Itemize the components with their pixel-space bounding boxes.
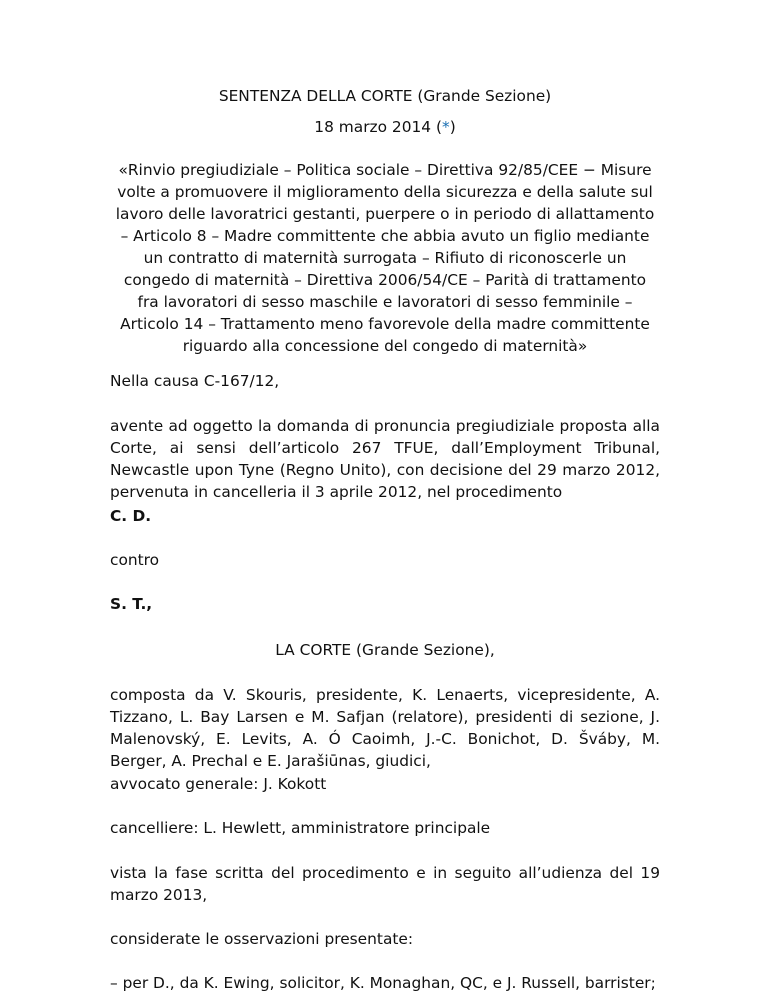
footnote-star-link[interactable]: *	[441, 118, 450, 136]
court-composition: composta da V. Skouris, presidente, K. Lenaerts, vicepresidente, A. Tizzano, L. Bay Larsen e M. Safjan (relatore), presidenti di sezione, J. Malenovský, E. Levits, A. Ó Caoimh, J.-C. Bonichot, D. Šváby, M. Berger, A. Prechal e E. Jarašiūnas, giudici,	[110, 686, 660, 770]
registrar: cancelliere: L. Hewlett, amministratore principale	[110, 819, 491, 837]
party-applicant: C. D.	[110, 507, 152, 525]
party-defendant: S. T.,	[110, 595, 153, 613]
court-heading: LA CORTE (Grande Sezione),	[275, 641, 495, 659]
request-paragraph: avente ad oggetto la domanda di pronuncia pregiudiziale proposta alla Corte, ai sensi dell’articolo 267 TFUE, dall’Employment Tribunal, Newcastle upon Tyne (Regno Unito), con decisione del 29 marzo 2012, pervenuta in cancelleria il 3 aprile 2012, nel procedimento	[110, 417, 660, 501]
procedure-paragraph: vista la fase scritta del procedimento e in seguito all’udienza del 19 marzo 2013,	[110, 864, 660, 904]
judgment-title: SENTENZA DELLA CORTE (Grande Sezione)	[218, 87, 552, 105]
judgment-subject: «Rinvio pregiudiziale – Politica sociale – Direttiva 92/85/CEE − Misure volte a promuovere il miglioramento della sicurezza e della salute sul lavoro delle lavoratrici gestanti, puerpere o in periodo di allattamento – Articolo 8 – Madre committente che abbia avuto un figlio mediante un contratto di maternità surrogata – Rifiuto di riconoscerle un congedo di maternità – Direttiva 2006/54/CE – Parità di trattamento fra lavoratori di sesso maschile e lavoratori di sesso femminile – Articolo 14 – Trattamento meno favorevole della madre committente riguardo alla concessione del congedo di maternità»	[115, 161, 655, 355]
date-close: )	[449, 118, 456, 136]
date-text: 18 marzo 2014 (	[314, 118, 442, 136]
case-number: Nella causa C-167/12,	[110, 372, 280, 390]
observations-intro: considerate le osservazioni presentate:	[110, 930, 414, 948]
observation-item: – per D., da K. Ewing, solicitor, K. Monaghan, QC, e J. Russell, barrister;	[110, 974, 656, 992]
contro-text: contro	[110, 551, 160, 569]
judgment-date	[110, 116, 660, 138]
advocate-general: avvocato generale: J. Kokott	[110, 775, 327, 793]
